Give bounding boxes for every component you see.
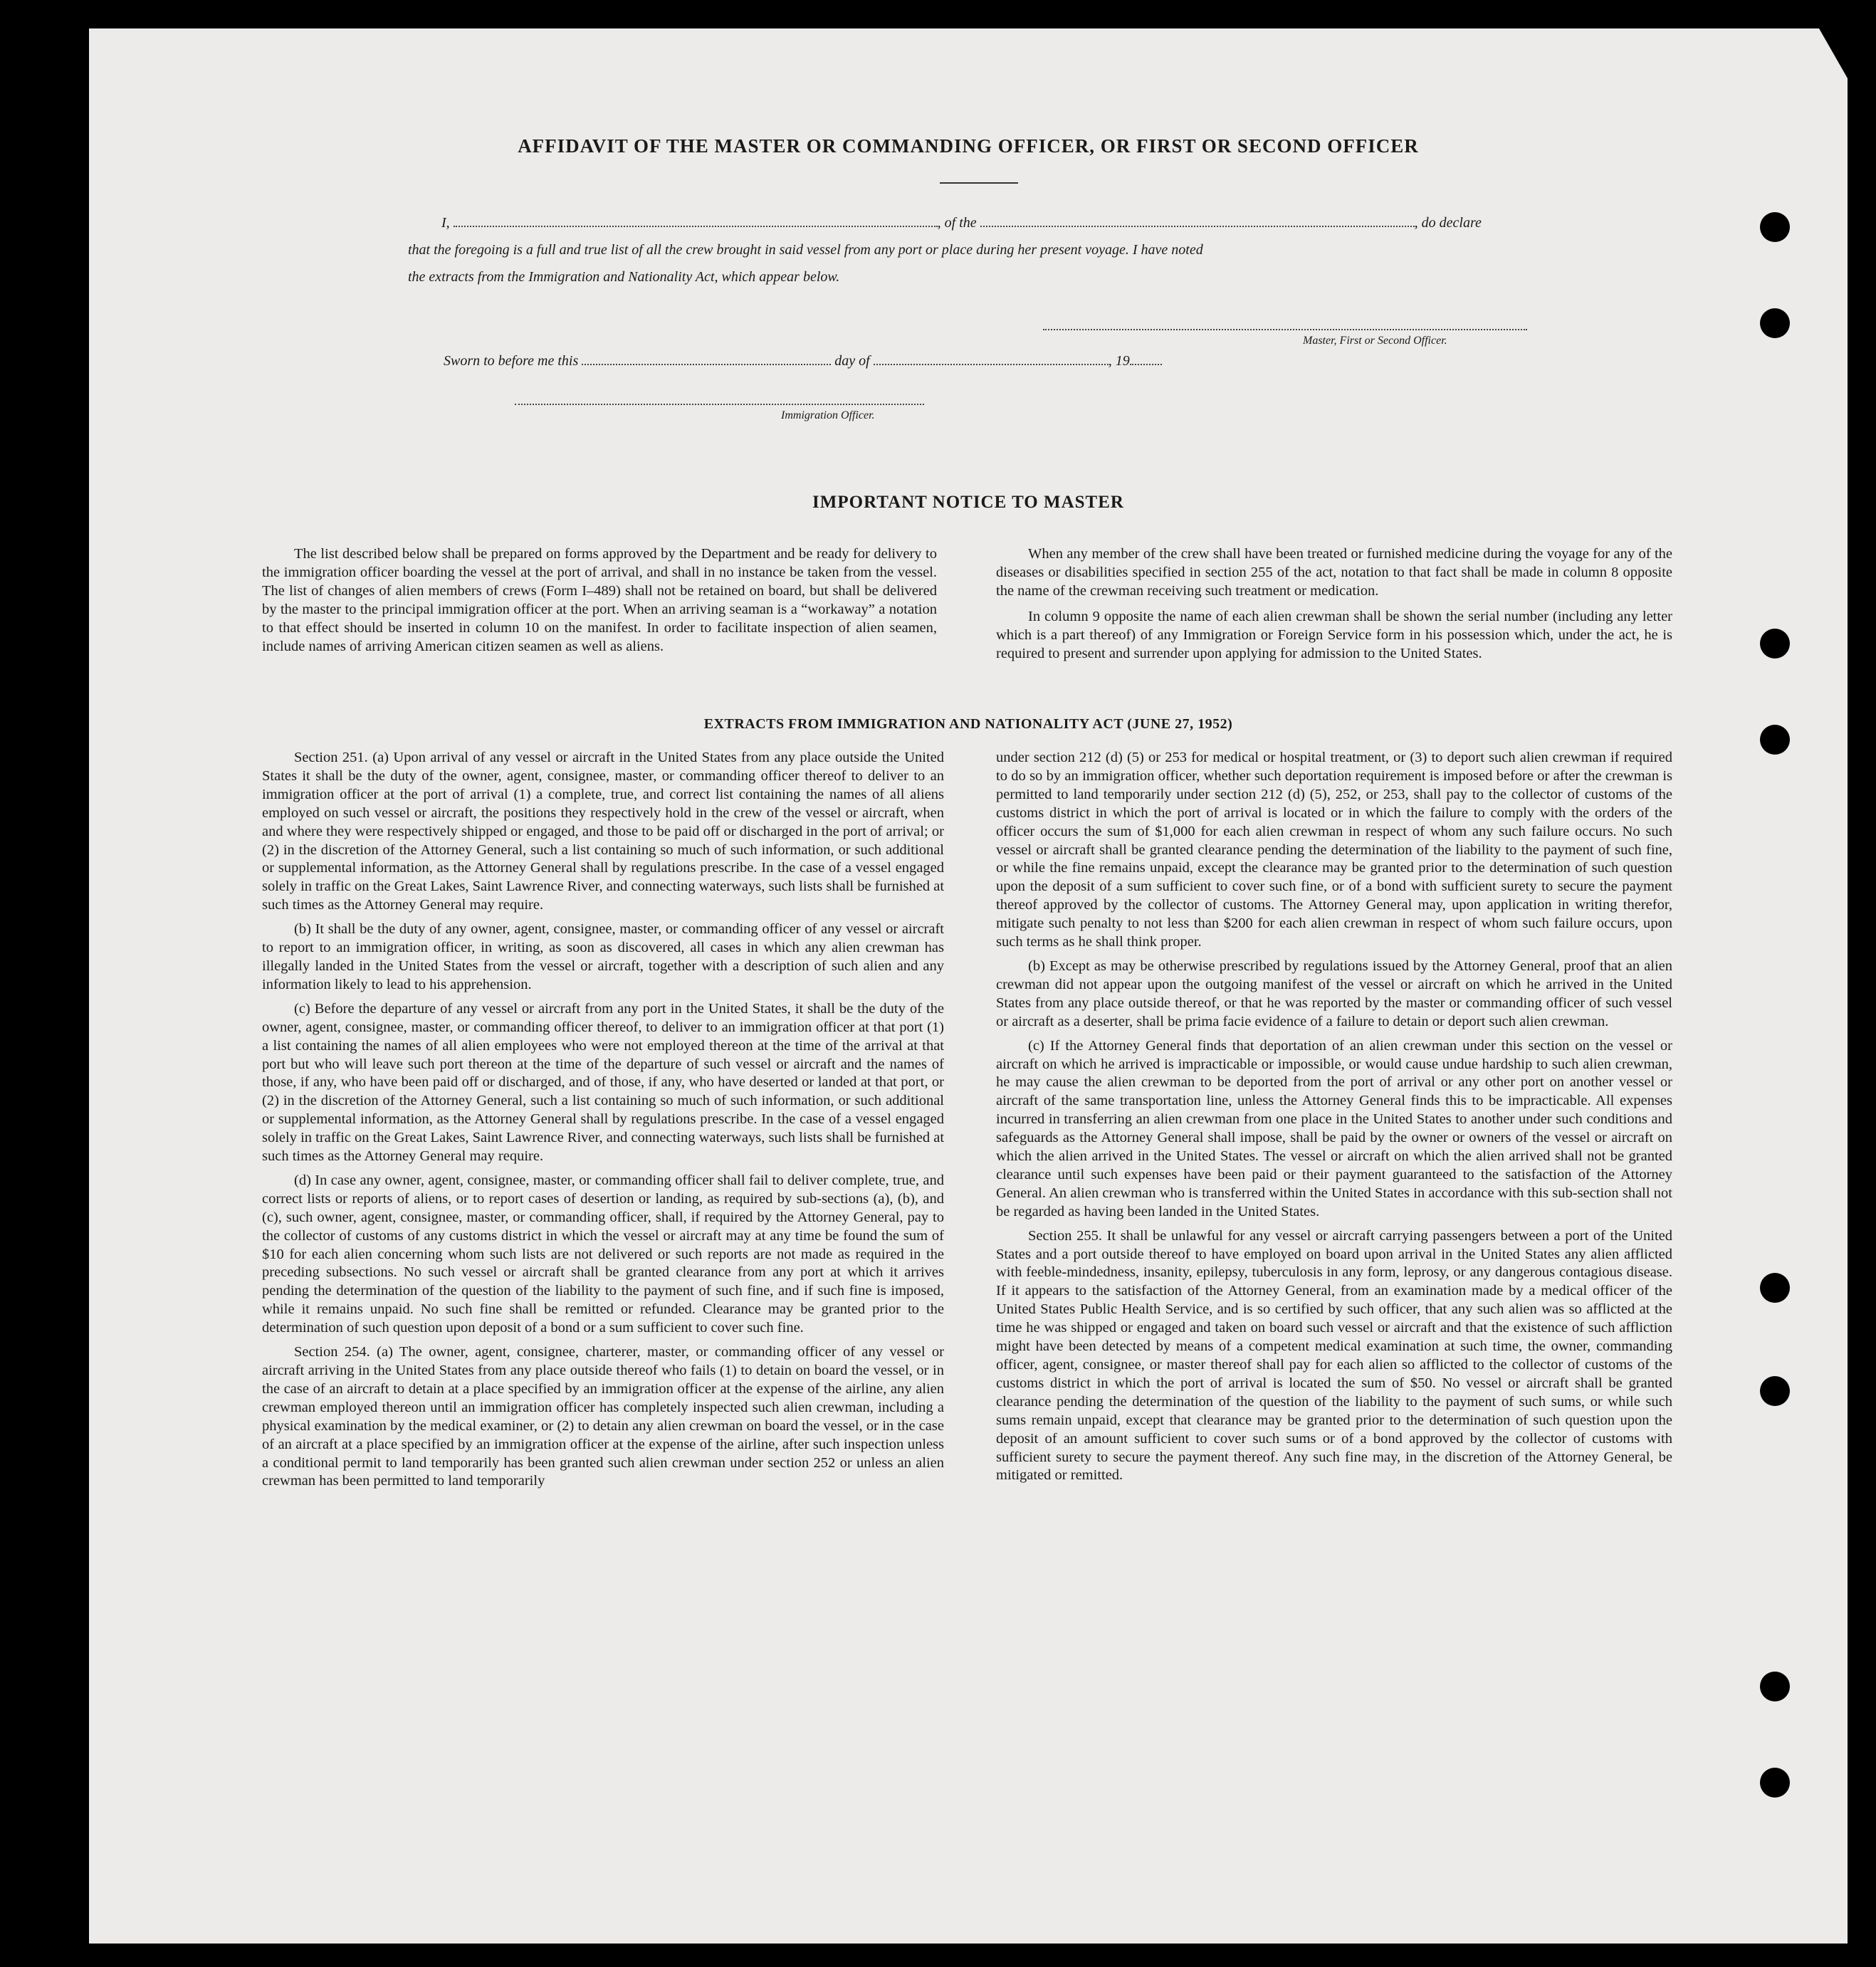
master-signature-caption: Master, First or Second Officer. (1303, 335, 1447, 347)
extracts-right-column (996, 749, 1672, 1485)
document-page (89, 28, 1848, 1944)
of-the-label: , of the (937, 215, 977, 231)
year-label: , 19 (1108, 353, 1130, 369)
section-paragraph: (c) If the Attorney General finds that deportation of an alien crewman under this section on the vessel or aircraft on which he arrived is impracticable or impossible, or would cause undue hardship to such alien crewman, he may cause the alien crewman to be deported from the port of arrival or any other port on another vessel or aircraft of the same transportation line, unless the Attorney General finds this to be impracticable. All expenses incurred in transferring an alien crewman from one place in the United States to another under such conditions and safeguards as the Attorney General shall impose, shall be paid by the owner or owners of the vessel or aircraft on which the alien arrived in the United States. The vessel or aircraft on which the alien arrived shall not be granted clearance until such expenses have been paid or their payment guaranteed to the satisfaction of the Attorney General. An alien crewman who is transferred within the United States in accordance with this sub-section shall not be regarded as having been landed in the United States. (996, 1037, 1672, 1219)
vessel-blank[interactable] (980, 216, 1415, 227)
section-paragraph: under section 212 (d) (5) or 253 for medical or hospital treatment, or (3) to deport such alien crewman if required to do so by an immigration officer, whether such deportation requirement is imposed before or after the crewman is permitted to land temporarily under section 212 (d) (5), 252, or 253, shall pay to the collector of customs of the customs district in which the port of arrival is located or in which the failure to comply with the orders of the officer occurs the sum of $1,000 for each alien crewman in respect of whom any such failure occurs. No such vessel or aircraft shall be granted clearance pending the determination of the liability to the payment of such fine, or while the fine remains unpaid, except the clearance may be granted prior to the determination of such question upon the deposit of a sum sufficient to cover such fine, or of a bond with sufficient surety to secure the payment thereof approved by the collector of customs. The Attorney General may, upon application in writing therefor, mitigate such penalty to not less than $200 for each alien crewman in respect of whom such failure occurs, upon such terms as he shall think proper. (996, 750, 1672, 950)
binder-hole (1760, 1768, 1790, 1798)
extracts-title: EXTRACTS FROM IMMIGRATION AND NATIONALITY ACT (JUNE 27, 1952) (703, 716, 1233, 732)
section-paragraph: (c) Before the departure of any vessel or aircraft from any port in the United States, it shall be the duty of the owner, agent, consignee, master, or commanding officer thereof, to deliver to an immigration officer at that port (1) a list containing the names of all alien employees who were not employed thereon at the time of the arrival at that port but who will leave such port thereon at the time of the departure of such vessel or aircraft and the names of those, if any, who have been paid off or discharged, and of those, if any, who have deserted or landed at that port, or (2) in the discretion of the Attorney General, such a list containing so much of such information, or such additional or supplemental information, as the Attorney General shall by regulations prescribe. In the case of a vessel engaged solely in traffic on the Great Lakes, Saint Lawrence River, and connecting waterways, such lists shall be furnished at such times as the Attorney General may require. (262, 1000, 945, 1165)
day-of-label: day of (834, 353, 870, 369)
notice-paragraph: The list described below shall be prepared on forms approved by the Department and be ready for delivery to the immigration officer boarding the vessel at the port of arrival, and shall in no instance be taken from the vessel. The list of changes of alien members of crews (Form I–489) shall not be retained on board, but shall be delivered by the master to the principal immigration officer at the port. When an arriving seaman is a “workaway” a notation to that effect should be inserted in column 10 on the manifest. In order to facilitate inspection of alien seamen, include names of arriving American citizen seamen as well as aliens. (262, 546, 937, 654)
name-blank[interactable] (454, 216, 938, 227)
binder-hole (1760, 629, 1790, 659)
binder-hole (1760, 1672, 1790, 1701)
section-paragraph: Section 251. (a) Upon arrival of any vessel or aircraft in the United States from any place outside the United States it shall be the duty of the owner, agent, consignee, master, or commanding officer thereof to deliver to an immigration officer at the port of arrival (1) a complete, true, and correct list containing the names of all aliens employed on such vessel or aircraft, the positions they respectively hold in the crew of the vessel or aircraft, when and where they were respectively shipped or engaged, and those to be paid off or discharged in the port of arrival; or (2) in the discretion of the Attorney General, such a list containing so much of such information, or such additional or supplemental information, as the Attorney General shall by regulations prescribe. In the case of a vessel engaged solely in traffic on the Great Lakes, Saint Lawrence River, and connecting waterways, such lists shall be furnished at such times as the Attorney General may require. (262, 750, 945, 913)
notice-title: IMPORTANT NOTICE TO MASTER (812, 493, 1124, 512)
affidavit-declaration-line (441, 215, 1482, 231)
notice-right-column (996, 545, 1672, 663)
affidavit-line-2: that the foregoing is a full and true list of all the crew brought in said vessel from any port or place during her present voyage. I have noted (408, 242, 1203, 258)
affidavit-title: AFFIDAVIT OF THE MASTER OR COMMANDING OFFICER, OR FIRST OR SECOND OFFICER (518, 135, 1419, 157)
master-signature-line[interactable] (1043, 329, 1527, 330)
sworn-date-blank[interactable] (582, 354, 831, 365)
affidavit-line-3: the extracts from the Immigration and Nationality Act, which appear below. (408, 269, 840, 285)
section-paragraph: (d) In case any owner, agent, consignee, master, or commanding officer shall fail to deliver complete, true, and correct lists or reports of aliens, or to report cases of desertion or landing, as required by sub-sections (a), (b), and (c), such owner, agent, consignee, master, or commanding officer, shall, if required by the Attorney General, pay to the collector of customs of any customs district in which the vessel or aircraft may at any time be found the sum of $10 for each alien concerning whom such lists are not delivered or such reports are not made as required in the preceding subsections. No such vessel or aircraft shall be granted clearance from any port at which it arrives pending the determination of the question of the liability to the payment of such fine, and if such fine is imposed, while it remains unpaid. No such fine shall be remitted or refunded. Clearance may be granted prior to the determination of such question upon deposit of a bond or a sum sufficient to cover such fine. (262, 1172, 944, 1336)
month-blank[interactable] (874, 354, 1109, 365)
torn-corner (1819, 28, 1848, 78)
officer-signature-caption: Immigration Officer. (781, 409, 875, 421)
section-paragraph: Section 254. (a) The owner, agent, consignee, charterer, master, or commanding officer of any vessel or aircraft arriving in the United States from any place outside thereof who fails (1) to detain on board the vessel, or in the case of an aircraft to detain at a place specified by an immigration officer at the expense of the airline, any alien crewman employed thereon until an immigration officer has completely inspected such alien crewman, including a physical examination by the medical examiner, or (2) to detain any alien crewman on board the vessel, or in the case of an aircraft at a place specified by an immigration officer at the expense of the airline, after such inspection unless a conditional permit to land temporarily has been granted such alien crewman under section 252 or unless an alien crewman has been permitted to land temporarily (262, 1344, 944, 1489)
binder-hole (1760, 212, 1790, 242)
binder-hole (1760, 308, 1790, 338)
sworn-label: Sworn to before me this (444, 353, 579, 369)
title-divider (940, 182, 1018, 184)
notice-paragraph: In column 9 opposite the name of each alien crewman shall be shown the serial number (including any letter which is a part thereof) of any Immigration or Foreign Service form in his possession which, under the act, he is required to present and surrender upon applying for admission to the United States. (996, 608, 1672, 661)
officer-signature-line[interactable] (515, 404, 924, 405)
notice-left-column (262, 545, 937, 656)
do-declare-label: , do declare (1414, 215, 1482, 231)
section-paragraph: (b) Except as may be otherwise prescribed by regulations issued by the Attorney General, proof that an alien crewman did not appear upon the outgoing manifest of the vessel or aircraft on which he arrived in the United States from any place outside thereof, or that he was reported by the master or commanding officer of such vessel or aircraft as a deserter, shall be prima facie evidence of a failure to detain or deport such alien crewman. (996, 958, 1672, 1029)
affidavit-i-label: I, (441, 215, 450, 231)
year-blank[interactable] (1130, 354, 1162, 365)
section-paragraph: (b) It shall be the duty of any owner, agent, consignee, master, or commanding officer of any vessel or aircraft to report to an immigration officer, in writing, as soon as discovered, all cases in which any alien crewman has illegally landed in the United States from the vessel or aircraft, together with a description of such alien and any information likely to lead to his apprehension. (262, 921, 944, 992)
binder-hole (1760, 1376, 1790, 1406)
notice-paragraph: When any member of the crew shall have been treated or furnished medicine during the voyage for any of the diseases or disabilities specified in section 255 of the act, notation to that fact shall be made in column 8 opposite the name of the crewman receiving such treatment or medication. (996, 546, 1672, 599)
extracts-left-column (262, 749, 944, 1491)
binder-hole (1760, 1273, 1790, 1303)
sworn-line (444, 353, 1162, 369)
section-paragraph: Section 255. It shall be unlawful for any vessel or aircraft carrying passengers between a port of the United States and a port outside thereof to have employed on board upon arrival in the United States any alien afflicted with feeble-mindedness, insanity, epilepsy, tuberculosis in any form, leprosy, or any dangerous contagious disease. If it appears to the satisfaction of the Attorney General, from an examination made by a medical officer of the United States Public Health Service, and is so certified by such officer, that any such alien was so afflicted at the time he was shipped or engaged and taken on board such vessel or aircraft and that the existence of such affliction might have been detected by means of a competent medical examination at such time, the owner, commanding officer, agent, consignee, or master thereof shall pay for each alien so afflicted to the collector of customs of the customs district in which the port of arrival is located the sum of $50. No vessel or aircraft shall be granted clearance pending the determination of the question of the liability to the payment of such sums, or while such sums remain unpaid, except that clearance may be granted prior to the determination of such question upon the deposit of an amount sufficient to cover such sums or of a bond approved by the collector of customs with sufficient surety to secure the payment thereof. Any such fine may, in the discretion of the Attorney General, be mitigated or remitted. (996, 1227, 1672, 1484)
